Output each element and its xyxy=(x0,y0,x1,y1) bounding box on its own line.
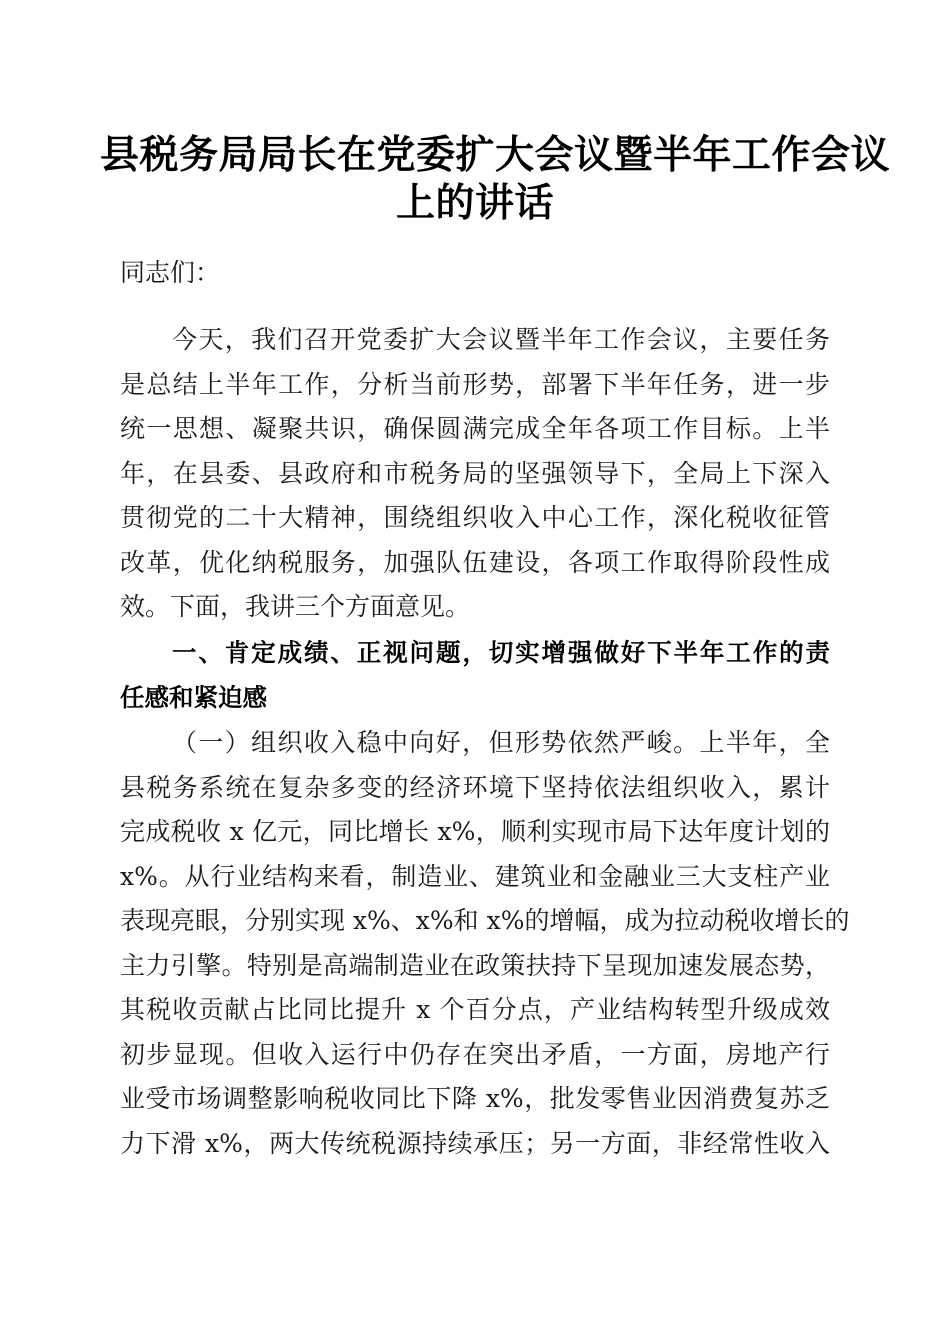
paragraph-intro xyxy=(120,318,830,630)
paragraph-line: 其税收贡献占比同比提升 x 个百分点，产业结构转型升级成效 xyxy=(120,995,830,1024)
paragraph-line: 是总结上半年工作，分析当前形势，部署下半年任务，进一步 xyxy=(120,369,830,399)
paragraph-line: 改革，优化纳税服务，加强队伍建设，各项工作取得阶段性成 xyxy=(120,547,830,577)
greeting xyxy=(120,251,830,296)
title-line-2: 上的讲话 xyxy=(395,180,554,226)
paragraph-line: 县税务系统在复杂多变的经济环境下坚持依法组织收入，累计 xyxy=(120,772,830,802)
paragraph-line: 年，在县委、县政府和市税务局的坚强领导下，全局上下深入 xyxy=(120,458,830,488)
paragraph-line: 表现亮眼，分别实现 x%、x%和 x%的增幅，成为拉动税收增长的 xyxy=(120,906,850,935)
section-heading-1 xyxy=(120,631,830,720)
heading-line: 任感和紧迫感 xyxy=(120,682,267,712)
document-title xyxy=(100,131,891,227)
paragraph-line: x%。从行业结构来看，制造业、建筑业和金融业三大支柱产业 xyxy=(120,861,830,891)
paragraph-line: 贯彻党的二十大精神，围绕组织收入中心工作，深化税收征管 xyxy=(120,503,830,532)
paragraph-line: 主力引擎。特别是高端制造业在政策扶持下呈现加速发展态势， xyxy=(120,950,830,980)
paragraph-revenue xyxy=(120,721,850,1166)
paragraph-line: 业受市场调整影响税收同比下降 x%，批发零售业因消费复苏乏 xyxy=(120,1084,830,1113)
paragraph-line: 统一思想、凝聚共识，确保圆满完成全年各项工作目标。上半 xyxy=(120,414,830,443)
greeting-text: 同志们： xyxy=(120,258,221,287)
paragraph-line: 效。下面，我讲三个方面意见。 xyxy=(120,592,471,621)
paragraph-line: （一）组织收入稳中向好，但形势依然严峻。上半年，全 xyxy=(172,728,830,757)
paragraph-line: 力下滑 x%，两大传统税源持续承压；另一方面，非经常性收入 xyxy=(120,1128,830,1158)
paragraph-line: 今天，我们召开党委扩大会议暨半年工作会议，主要任务 xyxy=(172,325,830,354)
paragraph-line: 完成税收 x 亿元，同比增长 x%，顺利实现市局下达年度计划的 xyxy=(120,817,830,846)
paragraph-line: 初步显现。但收入运行中仍存在突出矛盾，一方面，房地产行 xyxy=(120,1039,830,1069)
title-line-1: 县税务局局长在党委扩大会议暨半年工作会议 xyxy=(100,132,891,178)
heading-line: 一、肯定成绩、正视问题，切实增强做好下半年工作的责 xyxy=(172,638,830,667)
